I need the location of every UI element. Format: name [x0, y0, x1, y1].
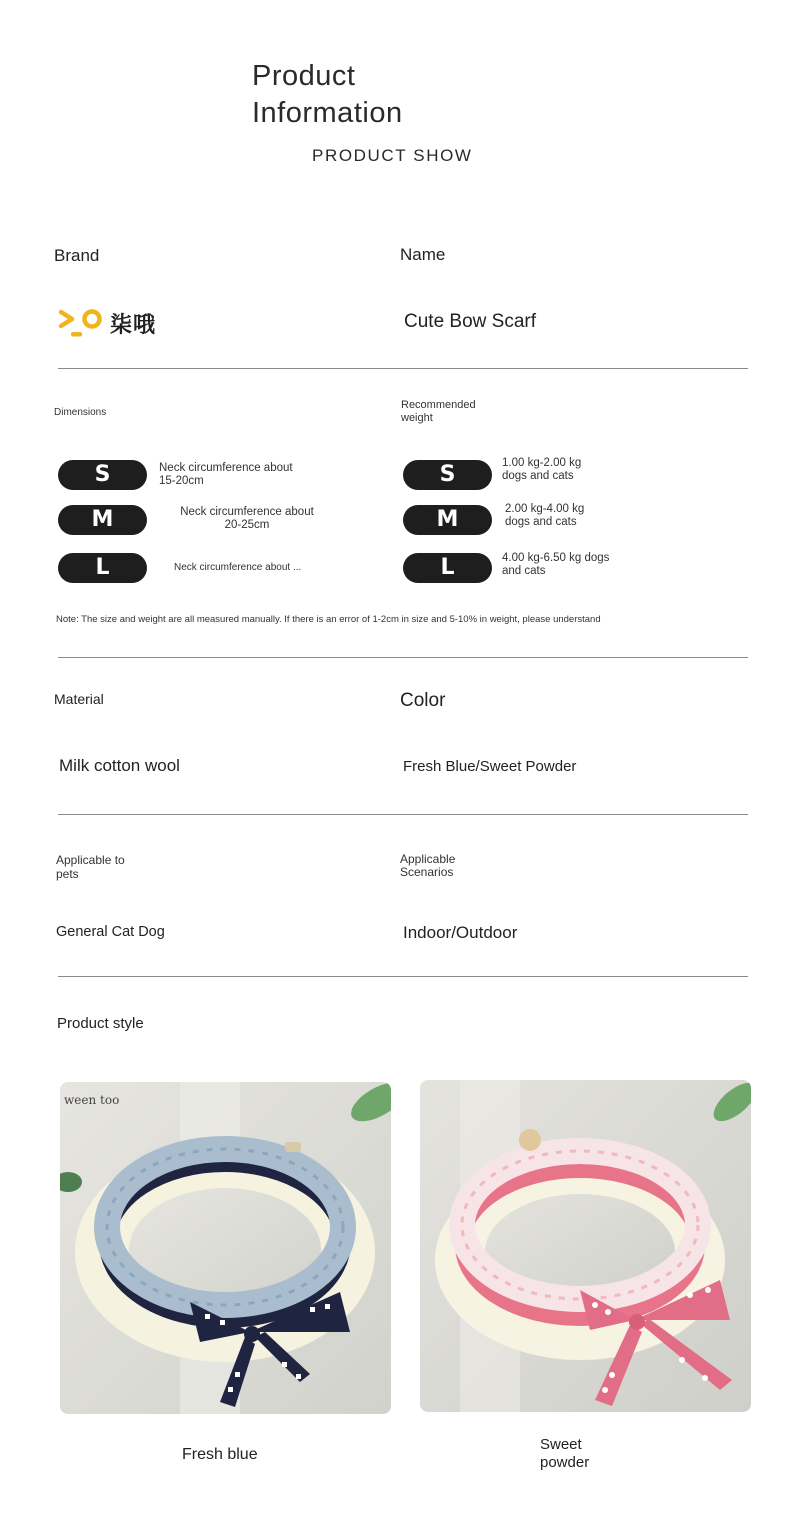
weight-label-line1: Recommended [401, 399, 476, 411]
page-title [252, 58, 403, 132]
blue-scarf-illustration [60, 1082, 391, 1414]
applicable-scenarios-label-line2: Scenarios [400, 865, 454, 879]
size-pill-s: S [58, 460, 147, 490]
color-label: Color [400, 690, 446, 711]
applicable-scenarios-label-line1: Applicable [400, 852, 456, 866]
weight-m-line2: dogs and cats [505, 516, 577, 528]
page-subtitle: PRODUCT SHOW [312, 146, 473, 165]
weight-m-line1: 2.00 kg-4.00 kg [505, 503, 585, 515]
size-m-neck-text [167, 506, 327, 532]
weight-l-line1: 4.00 kg-6.50 kg dogs [502, 552, 610, 564]
measurement-note: Note: The size and weight are all measured manually. If there is an error of 1-2cm in size and 5-10% in weight, please understand [56, 614, 601, 625]
brand-label: Brand [54, 246, 100, 265]
name-value: Cute Bow Scarf [404, 311, 536, 332]
page-title-line2: Information [252, 97, 403, 129]
weight-label [401, 399, 476, 425]
product-photo-sweet-powder [420, 1080, 751, 1412]
photo-background-text: ween too [64, 1093, 120, 1107]
size-pill-m: M [58, 505, 147, 535]
divider [58, 657, 748, 658]
weight-pill-l: L [403, 553, 492, 583]
brand-logo [58, 306, 156, 340]
product-style-label: Product style [57, 1015, 144, 1032]
material-value: Milk cotton wool [59, 756, 180, 775]
caption-sweet-powder-line2: powder [540, 1454, 590, 1471]
page-title-line1: Product [252, 60, 356, 92]
divider [58, 368, 748, 369]
divider [58, 814, 748, 815]
size-m-neck-line1: Neck circumference about [180, 506, 314, 518]
name-label: Name [400, 245, 446, 264]
caption-sweet-powder [540, 1436, 589, 1472]
weight-l-text [502, 552, 609, 578]
weight-s-line1: 1.00 kg-2.00 kg [502, 457, 582, 469]
applicable-scenarios-value: Indoor/Outdoor [403, 923, 518, 942]
dimensions-label: Dimensions [54, 407, 107, 418]
brand-logo-mark-icon [58, 306, 104, 340]
weight-m-text [505, 503, 584, 529]
material-label: Material [54, 691, 104, 707]
weight-pill-s: S [403, 460, 492, 490]
weight-s-text [502, 457, 581, 483]
pink-scarf-illustration [420, 1080, 751, 1412]
weight-label-line2: weight [401, 412, 433, 424]
brand-logo-text: 柒哦 [110, 312, 157, 338]
applicable-pets-label-line1: Applicable to [56, 853, 125, 867]
applicable-pets-label [56, 853, 125, 881]
weight-l-line2: and cats [502, 565, 546, 577]
color-value: Fresh Blue/Sweet Powder [403, 758, 577, 775]
applicable-scenarios-label [400, 853, 455, 879]
size-m-neck-line2: 20-25cm [224, 519, 270, 531]
size-pill-l: L [58, 553, 147, 583]
applicable-pets-value: General Cat Dog [56, 924, 165, 940]
caption-fresh-blue: Fresh blue [182, 1446, 258, 1463]
size-l-neck-text: Neck circumference about ... [174, 562, 302, 573]
weight-s-line2: dogs and cats [502, 470, 574, 482]
caption-sweet-powder-line1: Sweet [540, 1436, 582, 1453]
size-s-neck-text: Neck circumference about 15-20cm [159, 462, 293, 487]
divider [58, 976, 748, 977]
weight-pill-m: M [403, 505, 492, 535]
product-photo-fresh-blue [60, 1082, 391, 1414]
applicable-pets-label-line2: pets [56, 867, 79, 881]
